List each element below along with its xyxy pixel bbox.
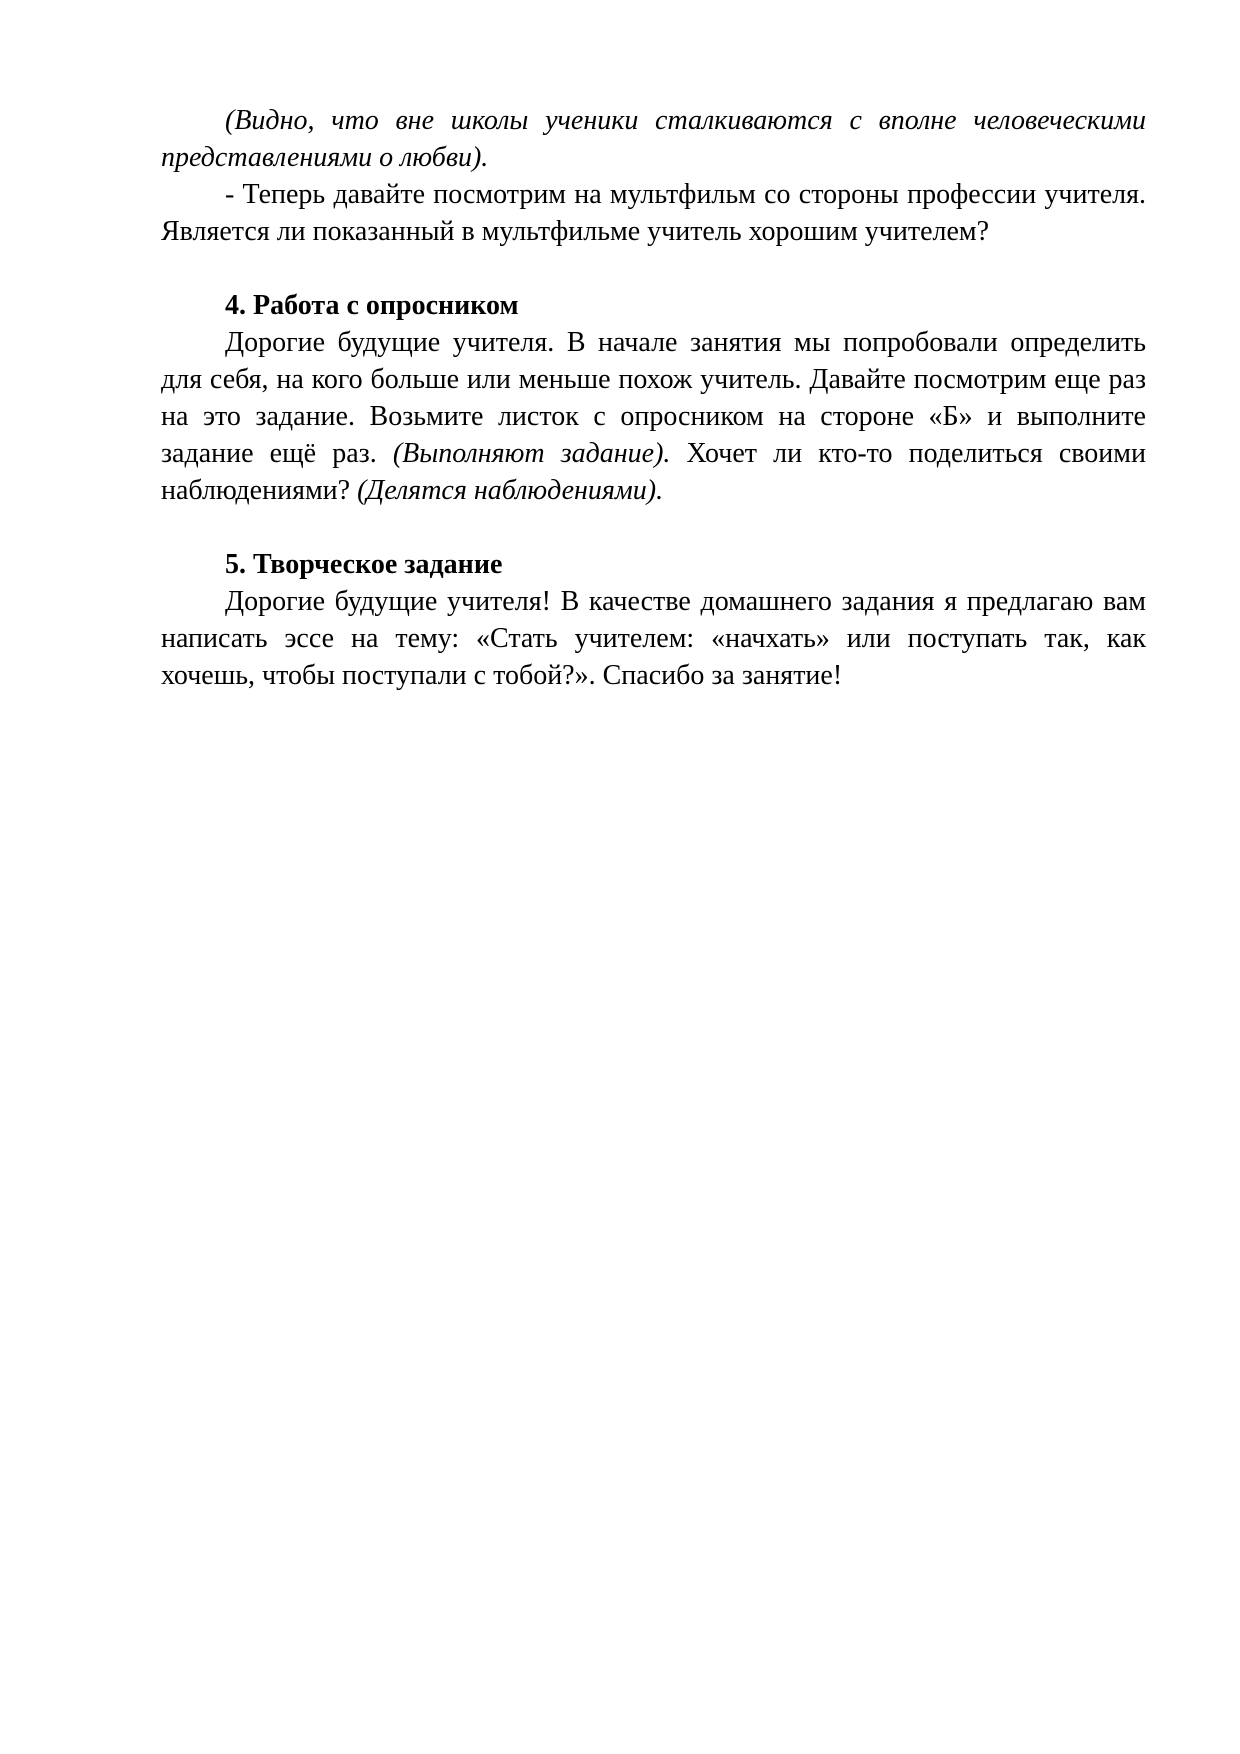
stage-direction-complete-task: (Выполняют задание).	[392, 438, 671, 469]
creative-task-paragraph: Дорогие будущие учителя! В качестве домашнего задания я предлагаю вам написать эссе на тему: «Стать учителем: «начхать» или поступать так, как хочешь, чтобы поступали с тобой?». Спасибо за занятие!	[161, 586, 1146, 691]
section-heading-4: 4. Работа с опросником	[225, 290, 519, 321]
questionnaire-text: Дорогие будущие учителя. В начале занятия мы попробовали определить для себя, на кого больше или меньше похож учитель. Давайте посмотрим еще раз на это задание. Возьмите листок с опросником на стороне «Б» и выполните задание ещё раз.	[161, 327, 1146, 469]
stage-direction-share-observations: (Делятся наблюдениями).	[357, 475, 664, 506]
questionnaire-text-continued: Хочет ли кто-то поделиться своими наблюдениями?	[161, 438, 1146, 506]
questionnaire-paragraph	[161, 324, 1146, 509]
teacher-question-paragraph: - Теперь давайте посмотрим на мультфильм со стороны профессии учителя. Является ли показанный в мультфильме учитель хорошим учителем?	[161, 179, 1146, 247]
remark-paragraph: (Видно, что вне школы ученики сталкиваются с вполне человеческими представлениями о любви).	[161, 105, 1146, 173]
section-heading-5: 5. Творческое задание	[225, 549, 503, 580]
